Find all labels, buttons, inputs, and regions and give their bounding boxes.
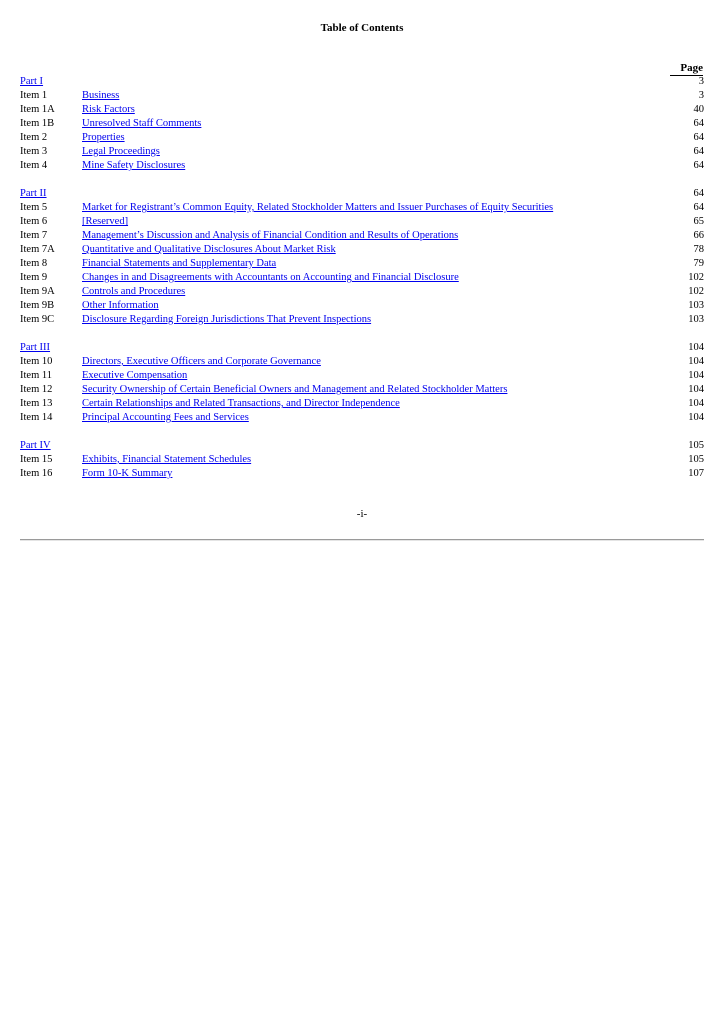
toc-part-row-part-iii: [20, 341, 704, 355]
toc-page-number: 64: [693, 160, 704, 171]
table-of-contents: [20, 75, 704, 481]
toc-link-form-10k-summary[interactable]: Form 10-K Summary: [82, 468, 173, 479]
toc-page-number: 107: [688, 468, 704, 479]
toc-link-risk-factors[interactable]: Risk Factors: [82, 104, 135, 115]
toc-item-number: Item 1B: [20, 118, 55, 129]
toc-row-item-14: [20, 411, 704, 425]
toc-row-item-7a: [20, 243, 704, 257]
toc-page-number: 64: [693, 132, 704, 143]
toc-row-item-15: [20, 453, 704, 467]
page-break-divider: [20, 539, 704, 541]
toc-row-item-9a: [20, 285, 704, 299]
toc-item-number: Item 12: [20, 384, 53, 395]
toc-page-number: 104: [688, 398, 704, 409]
toc-row-item-7: [20, 229, 704, 243]
toc-item-number: Item 8: [20, 258, 48, 269]
toc-part-link-part-iii[interactable]: Part III: [20, 342, 51, 353]
toc-part-row-part-ii: [20, 187, 704, 201]
toc-item-number: Item 9C: [20, 314, 55, 325]
toc-page-number: 103: [688, 314, 704, 325]
toc-page-number: 78: [693, 244, 704, 255]
toc-link-mine-safety-disclosures[interactable]: Mine Safety Disclosures: [82, 160, 186, 171]
toc-page-number: 103: [688, 300, 704, 311]
toc-row-item-16: [20, 467, 704, 481]
toc-link-other-information[interactable]: Other Information: [82, 300, 159, 311]
toc-row-item-1: [20, 89, 704, 103]
toc-row-item-9c: [20, 313, 704, 327]
toc-page-number: 104: [688, 342, 704, 353]
toc-page-number: 64: [693, 202, 704, 213]
toc-row-item-13: [20, 397, 704, 411]
toc-page-number: 104: [688, 356, 704, 367]
toc-row-item-4: [20, 159, 704, 173]
toc-link-financial-statements[interactable]: Financial Statements and Supplementary Data: [82, 258, 277, 269]
toc-link-market-risk[interactable]: Quantitative and Qualitative Disclosures About Market Risk: [82, 244, 336, 255]
toc-page-number: 104: [688, 412, 704, 423]
page-title: Table of Contents: [320, 22, 404, 34]
toc-link-legal-proceedings[interactable]: Legal Proceedings: [82, 146, 160, 157]
toc-link-executive-compensation[interactable]: Executive Compensation: [82, 370, 188, 381]
toc-item-number: Item 7A: [20, 244, 55, 255]
toc-page-number: 64: [693, 118, 704, 129]
toc-part-link-part-i[interactable]: Part I: [20, 76, 44, 87]
toc-row-item-11: [20, 369, 704, 383]
toc-link-properties[interactable]: Properties: [82, 132, 125, 143]
toc-page-number: 104: [688, 370, 704, 381]
toc-link-market-for-common-equity[interactable]: Market for Registrant’s Common Equity, Related Stockholder Matters and Issuer Purchases of Equity Securities: [82, 202, 554, 213]
toc-item-number: Item 4: [20, 160, 48, 171]
toc-item-number: Item 6: [20, 216, 48, 227]
toc-row-item-9b: [20, 299, 704, 313]
toc-page-number: 40: [693, 104, 704, 115]
toc-item-number: Item 7: [20, 230, 48, 241]
toc-part-link-part-ii[interactable]: Part II: [20, 188, 47, 199]
toc-row-item-1b: [20, 117, 704, 131]
toc-link-changes-in-accountants[interactable]: Changes in and Disagreements with Accountants on Accounting and Financial Disclosure: [82, 272, 459, 283]
toc-link-controls-and-procedures[interactable]: Controls and Procedures: [82, 286, 186, 297]
toc-page-number: 3: [698, 90, 704, 101]
toc-item-number: Item 5: [20, 202, 48, 213]
toc-part-link-part-iv[interactable]: Part IV: [20, 440, 51, 451]
toc-page-number: 3: [698, 76, 704, 87]
toc-link-directors-officers[interactable]: Directors, Executive Officers and Corporate Governance: [82, 356, 321, 367]
toc-page-number: 66: [693, 230, 704, 241]
toc-link-exhibits[interactable]: Exhibits, Financial Statement Schedules: [82, 454, 252, 465]
toc-item-number: Item 9B: [20, 300, 55, 311]
toc-link-unresolved-staff-comments[interactable]: Unresolved Staff Comments: [82, 118, 202, 129]
toc-page-number: 105: [688, 440, 704, 451]
toc-link-foreign-jurisdictions[interactable]: Disclosure Regarding Foreign Jurisdictions That Prevent Inspections: [82, 314, 372, 325]
toc-item-number: Item 15: [20, 454, 53, 465]
toc-page-number: 105: [688, 454, 704, 465]
toc-page-number: 65: [693, 216, 704, 227]
toc-part-row-part-iv: [20, 439, 704, 453]
toc-page-number: 102: [688, 286, 704, 297]
toc-part-row-part-i: [20, 75, 704, 89]
toc-link-reserved[interactable]: [Reserved]: [82, 216, 129, 227]
toc-page-number: 102: [688, 272, 704, 283]
toc-link-relationships-transactions[interactable]: Certain Relationships and Related Transactions, and Director Independence: [82, 398, 400, 409]
toc-page-number: 104: [688, 384, 704, 395]
toc-page-number: 79: [693, 258, 704, 269]
toc-row-item-6: [20, 215, 704, 229]
toc-row-item-2: [20, 131, 704, 145]
toc-page-number: 64: [693, 188, 704, 199]
toc-item-number: Item 1: [20, 90, 48, 101]
toc-row-item-12: [20, 383, 704, 397]
toc-row-item-1a: [20, 103, 704, 117]
toc-row-item-3: [20, 145, 704, 159]
toc-item-number: Item 9A: [20, 286, 55, 297]
toc-row-item-8: [20, 257, 704, 271]
toc-item-number: Item 16: [20, 468, 53, 479]
toc-link-security-ownership[interactable]: Security Ownership of Certain Beneficial Owners and Management and Related Stockholder Matters: [82, 384, 508, 395]
toc-item-number: Item 13: [20, 398, 53, 409]
page-footer-number: -i-: [356, 508, 368, 520]
page-column-header: Page: [670, 61, 703, 76]
toc-item-number: Item 3: [20, 146, 48, 157]
toc-item-number: Item 9: [20, 272, 48, 283]
toc-link-business[interactable]: Business: [82, 90, 120, 101]
toc-row-item-9: [20, 271, 704, 285]
toc-item-number: Item 10: [20, 356, 53, 367]
toc-item-number: Item 11: [20, 370, 52, 381]
toc-link-mdna[interactable]: Management’s Discussion and Analysis of Financial Condition and Results of Operations: [82, 230, 459, 241]
toc-item-number: Item 2: [20, 132, 48, 143]
toc-link-accounting-fees[interactable]: Principal Accounting Fees and Services: [82, 412, 249, 423]
toc-row-item-10: [20, 355, 704, 369]
toc-page-number: 64: [693, 146, 704, 157]
toc-row-item-5: [20, 201, 704, 215]
toc-item-number: Item 14: [20, 412, 53, 423]
toc-item-number: Item 1A: [20, 104, 55, 115]
